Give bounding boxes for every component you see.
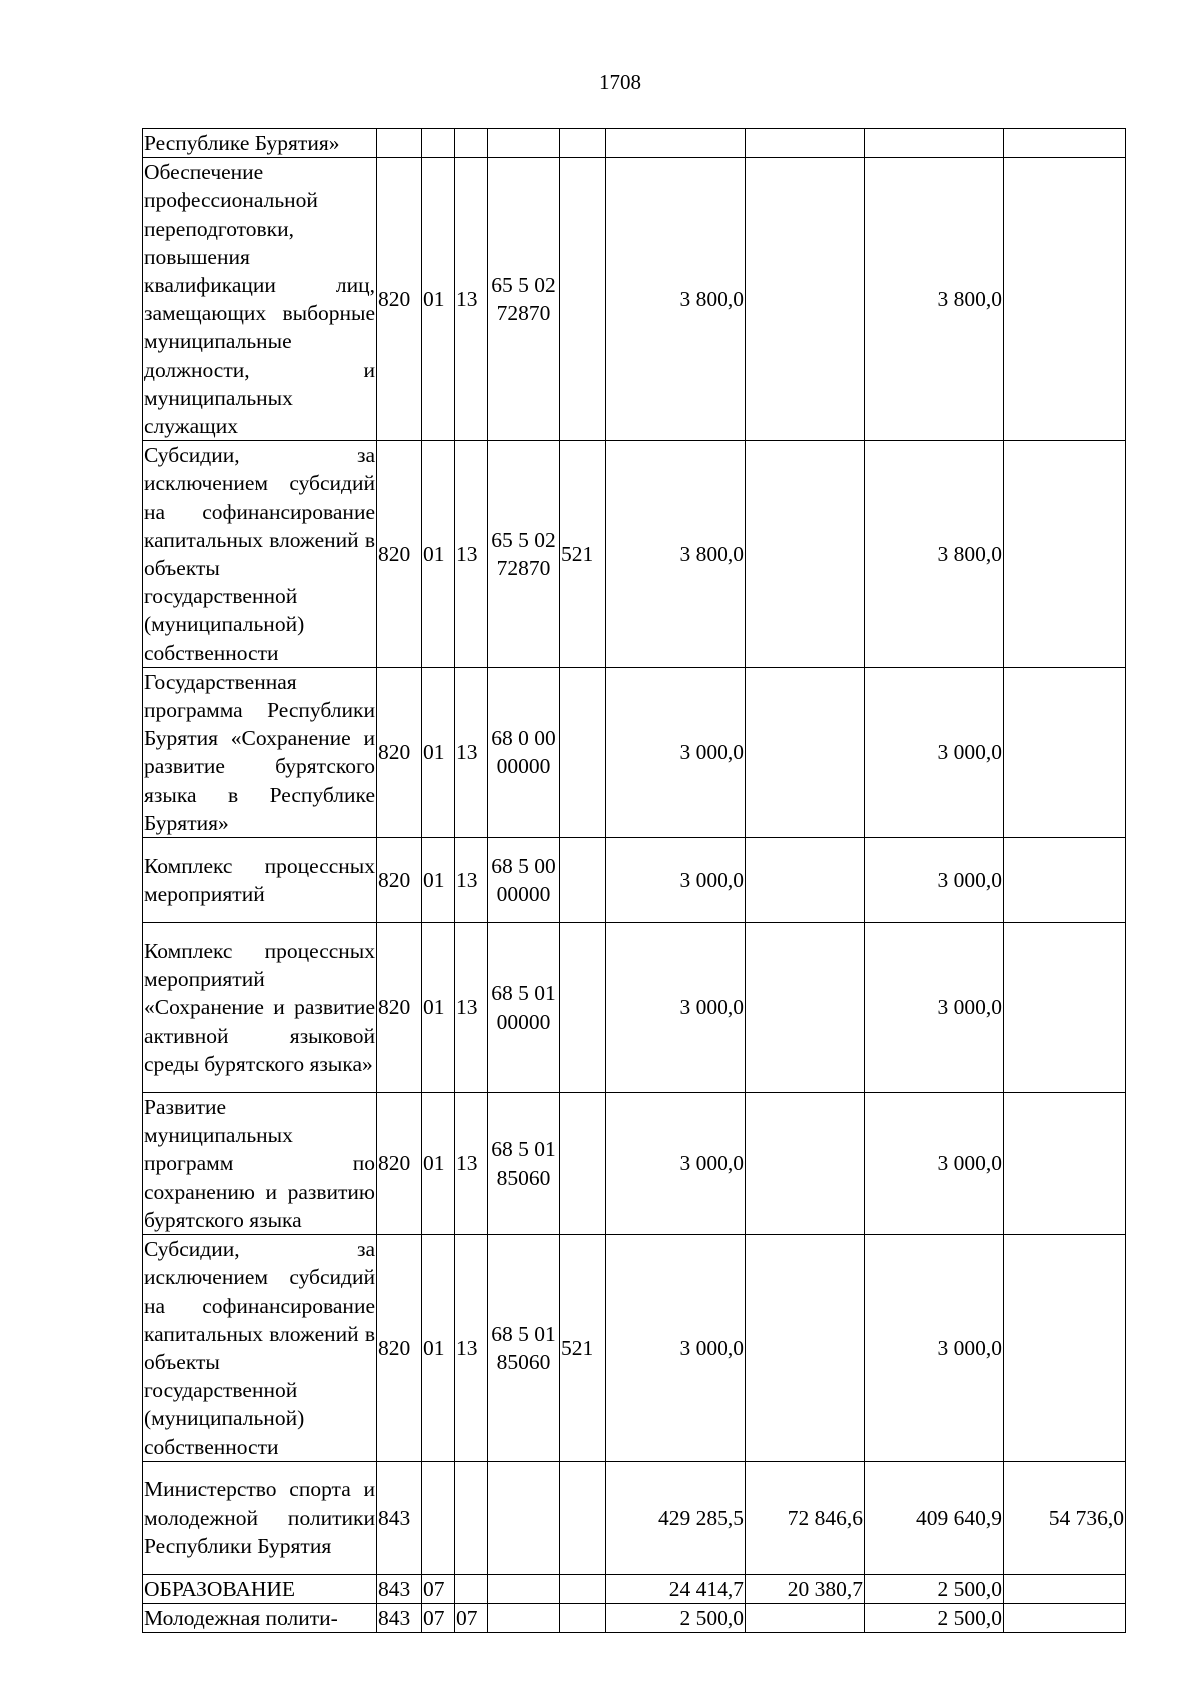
amount-3: 3 800,0 (865, 158, 1004, 441)
amount-2: 72 846,6 (746, 1461, 865, 1574)
table-row (143, 1574, 1126, 1603)
pr-code (455, 1574, 488, 1603)
table-row (143, 667, 1126, 837)
table-row (143, 1235, 1126, 1462)
gr-code: 820 (377, 923, 422, 1093)
amount-3: 2 500,0 (865, 1574, 1004, 1603)
amount-3: 3 000,0 (865, 1093, 1004, 1235)
pr-code (455, 129, 488, 158)
amount-1: 3 000,0 (606, 923, 746, 1093)
amount-3: 3 800,0 (865, 441, 1004, 668)
table-row (143, 129, 1126, 158)
pr-code: 13 (455, 923, 488, 1093)
amount-2 (746, 838, 865, 923)
amount-4 (1004, 1603, 1126, 1632)
vr-code (560, 1461, 606, 1574)
csr-code (488, 1574, 560, 1603)
amount-4 (1004, 441, 1126, 668)
gr-code: 820 (377, 667, 422, 837)
vr-code (560, 1093, 606, 1235)
vr-code (560, 838, 606, 923)
vr-code (560, 923, 606, 1093)
row-name: Государственная программа Республики Бурятия «Сохранение и развитие бурятского языка в Республике Бурятия» (143, 667, 377, 837)
amount-2 (746, 158, 865, 441)
amount-4 (1004, 1093, 1126, 1235)
csr-code: 65 5 02 72870 (488, 441, 560, 668)
amount-2 (746, 1603, 865, 1632)
row-name: Комплекс процессных мероприятий (143, 838, 377, 923)
amount-1: 3 000,0 (606, 1093, 746, 1235)
rz-code: 01 (422, 1235, 455, 1462)
vr-code (560, 667, 606, 837)
amount-3 (865, 129, 1004, 158)
amount-4: 54 736,0 (1004, 1461, 1126, 1574)
rz-code: 07 (422, 1603, 455, 1632)
csr-code: 68 5 01 85060 (488, 1235, 560, 1462)
amount-4 (1004, 158, 1126, 441)
table-row (143, 923, 1126, 1093)
pr-code: 07 (455, 1603, 488, 1632)
amount-2 (746, 923, 865, 1093)
table-row (143, 441, 1126, 668)
vr-code (560, 1574, 606, 1603)
budget-table (142, 128, 1126, 1633)
row-name: Субсидии, за исключением субсидий на софинансирование капитальных вложений в объекты государственной (муниципальной) собственности (143, 1235, 377, 1462)
row-name: Обеспечение профессиональной переподготовки, повышения квалификации лиц, замещающих выборные муниципальные должности, и муниципальных служащих (143, 158, 377, 441)
rz-code: 01 (422, 1093, 455, 1235)
csr-code: 68 5 00 00000 (488, 838, 560, 923)
amount-4 (1004, 129, 1126, 158)
amount-3: 3 000,0 (865, 838, 1004, 923)
amount-3: 2 500,0 (865, 1603, 1004, 1632)
vr-code: 521 (560, 441, 606, 668)
row-name: ОБРАЗОВАНИЕ (143, 1574, 377, 1603)
amount-4 (1004, 923, 1126, 1093)
row-name: Министерство спорта и молодежной политики Республики Бурятия (143, 1461, 377, 1574)
table-row (143, 838, 1126, 923)
rz-code: 07 (422, 1574, 455, 1603)
gr-code: 820 (377, 838, 422, 923)
amount-2 (746, 1235, 865, 1462)
amount-1: 429 285,5 (606, 1461, 746, 1574)
vr-code (560, 129, 606, 158)
rz-code: 01 (422, 441, 455, 668)
table-row (143, 158, 1126, 441)
amount-1: 3 800,0 (606, 441, 746, 668)
amount-4 (1004, 667, 1126, 837)
row-name: Субсидии, за исключением субсидий на софинансирование капитальных вложений в объекты государственной (муниципальной) собственности (143, 441, 377, 668)
gr-code (377, 129, 422, 158)
page-number: 1708 (599, 70, 641, 94)
rz-code: 01 (422, 923, 455, 1093)
amount-3: 409 640,9 (865, 1461, 1004, 1574)
row-name: Молодежная полити- (143, 1603, 377, 1632)
gr-code: 843 (377, 1603, 422, 1632)
amount-2: 20 380,7 (746, 1574, 865, 1603)
csr-code (488, 1461, 560, 1574)
gr-code: 820 (377, 1235, 422, 1462)
amount-3: 3 000,0 (865, 923, 1004, 1093)
amount-1: 3 000,0 (606, 838, 746, 923)
amount-1: 2 500,0 (606, 1603, 746, 1632)
amount-2 (746, 441, 865, 668)
amount-4 (1004, 838, 1126, 923)
amount-3: 3 000,0 (865, 1235, 1004, 1462)
csr-code (488, 129, 560, 158)
amount-1 (606, 129, 746, 158)
gr-code: 843 (377, 1574, 422, 1603)
table-row (143, 1603, 1126, 1632)
rz-code: 01 (422, 838, 455, 923)
vr-code (560, 158, 606, 441)
pr-code: 13 (455, 838, 488, 923)
amount-3: 3 000,0 (865, 667, 1004, 837)
row-name: Комплекс процессных мероприятий «Сохранение и развитие активной языковой среды бурятского языка» (143, 923, 377, 1093)
rz-code: 01 (422, 667, 455, 837)
gr-code: 843 (377, 1461, 422, 1574)
csr-code: 68 5 01 85060 (488, 1093, 560, 1235)
table-row (143, 1461, 1126, 1574)
gr-code: 820 (377, 441, 422, 668)
pr-code: 13 (455, 158, 488, 441)
amount-2 (746, 1093, 865, 1235)
csr-code: 65 5 02 72870 (488, 158, 560, 441)
rz-code: 01 (422, 158, 455, 441)
pr-code: 13 (455, 1235, 488, 1462)
amount-2 (746, 667, 865, 837)
gr-code: 820 (377, 1093, 422, 1235)
pr-code: 13 (455, 1093, 488, 1235)
vr-code: 521 (560, 1235, 606, 1462)
amount-2 (746, 129, 865, 158)
amount-1: 3 000,0 (606, 667, 746, 837)
row-name: Развитие муниципальных программ по сохранению и развитию бурятского языка (143, 1093, 377, 1235)
amount-1: 3 000,0 (606, 1235, 746, 1462)
table-row (143, 1093, 1126, 1235)
amount-1: 3 800,0 (606, 158, 746, 441)
csr-code: 68 5 01 00000 (488, 923, 560, 1093)
amount-1: 24 414,7 (606, 1574, 746, 1603)
rz-code (422, 129, 455, 158)
vr-code (560, 1603, 606, 1632)
amount-4 (1004, 1574, 1126, 1603)
amount-4 (1004, 1235, 1126, 1462)
gr-code: 820 (377, 158, 422, 441)
pr-code: 13 (455, 441, 488, 668)
csr-code: 68 0 00 00000 (488, 667, 560, 837)
row-name: Республике Бурятия» (143, 129, 377, 158)
rz-code (422, 1461, 455, 1574)
pr-code: 13 (455, 667, 488, 837)
csr-code (488, 1603, 560, 1632)
pr-code (455, 1461, 488, 1574)
